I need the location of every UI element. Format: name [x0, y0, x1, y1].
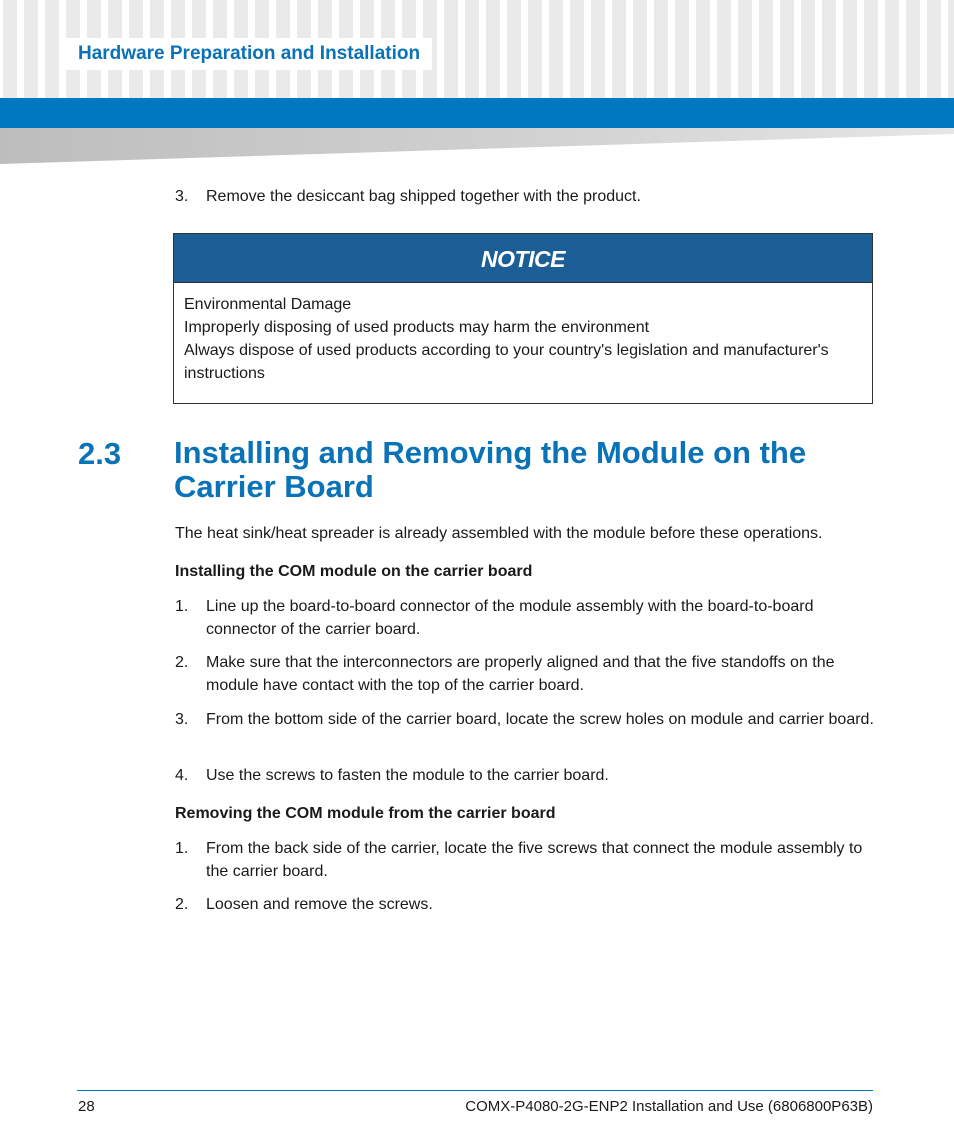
notice-line: Improperly disposing of used products may harm the environment	[184, 319, 650, 336]
footer-doc-title: COMX-P4080-2G-ENP2 Installation and Use (6806800P63B)	[465, 1098, 873, 1115]
step-text: Line up the board-to-board connector of the module assembly with the board-to-board connector of the carrier board.	[206, 598, 814, 638]
remove-heading: Removing the COM module from the carrier board	[175, 805, 556, 822]
notice-line: Always dispose of used products according to your country's legislation and manufacturer's instructions	[184, 342, 829, 382]
notice-body	[174, 283, 872, 385]
install-heading: Installing the COM module on the carrier board	[175, 563, 533, 580]
step-text: Loosen and remove the screws.	[206, 896, 433, 913]
step-text: Use the screws to fasten the module to the carrier board.	[206, 767, 609, 784]
step-number: 2.	[175, 654, 189, 671]
notice-label: NOTICE	[174, 234, 872, 283]
section-title: Installing and Removing the Module on the Carrier Board	[174, 435, 807, 504]
page-number: 28	[78, 1098, 95, 1115]
notice-box	[173, 233, 873, 404]
step-number: 4.	[175, 767, 189, 784]
step-number: 3.	[175, 711, 189, 728]
step-number: 2.	[175, 896, 189, 913]
header-gray-wedge	[0, 128, 954, 164]
step-text: Remove the desiccant bag shipped together with the product.	[206, 188, 641, 205]
step-number: 1.	[175, 598, 189, 615]
step-text: From the bottom side of the carrier board, locate the screw holes on module and carrier board.	[206, 711, 874, 728]
step-number: 1.	[175, 840, 189, 857]
step-text: Make sure that the interconnectors are properly aligned and that the five standoffs on the module have contact with the top of the carrier board.	[206, 654, 835, 694]
step-text: From the back side of the carrier, locate the five screws that connect the module assembly to the carrier board.	[206, 840, 863, 880]
header-blue-band	[0, 98, 954, 128]
section-number: 2.3	[78, 436, 122, 471]
notice-line: Environmental Damage	[184, 296, 352, 313]
footer-rule	[77, 1090, 873, 1091]
section-intro: The heat sink/heat spreader is already assembled with the module before these operations.	[175, 525, 823, 542]
running-header-title: Hardware Preparation and Installation	[66, 38, 432, 70]
step-number: 3.	[175, 188, 189, 205]
